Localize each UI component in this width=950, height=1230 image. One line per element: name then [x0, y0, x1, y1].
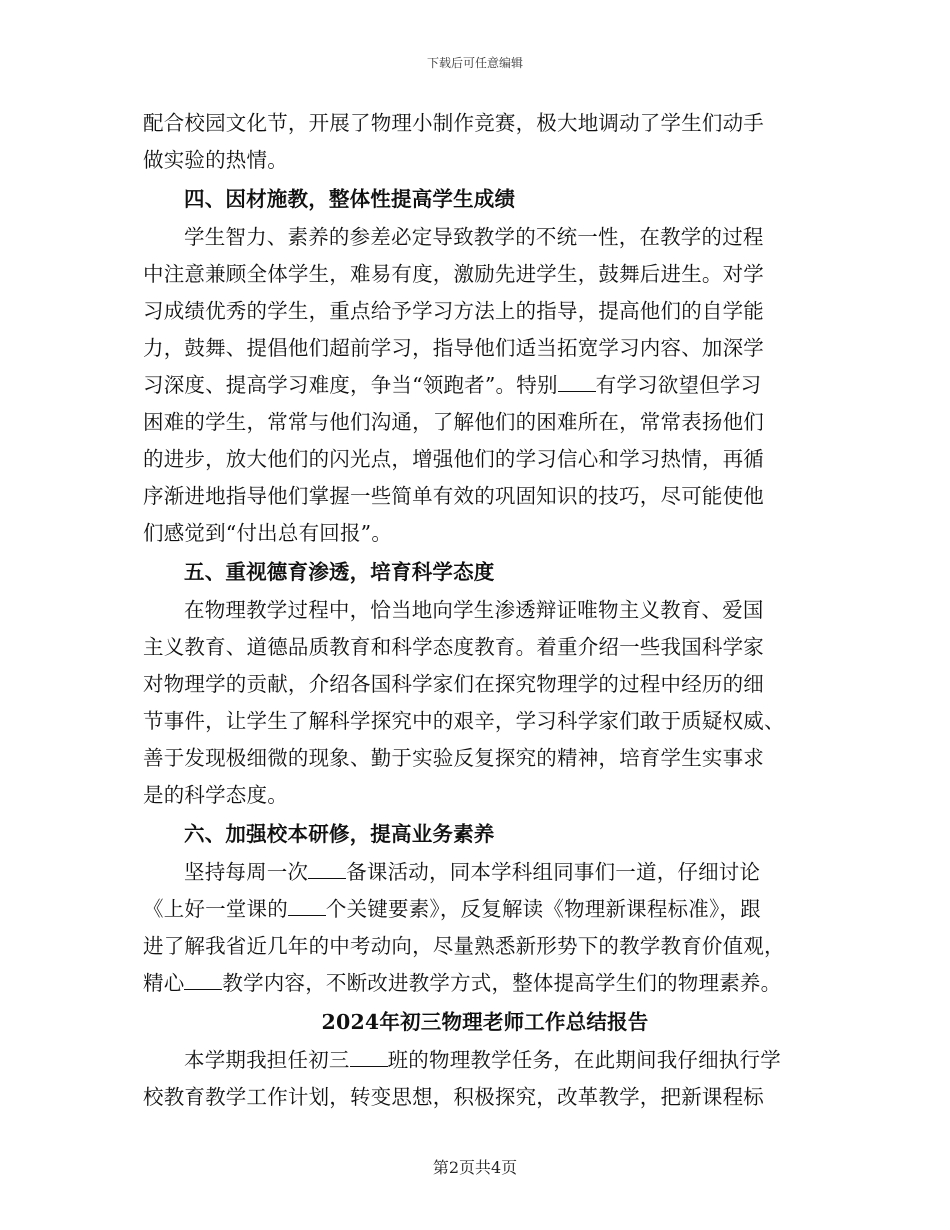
- document-title: 2024年初三物理老师工作总结报告: [321, 1010, 649, 1034]
- paragraph-line: 善于发现极细微的现象、勤于实验反复探究的精神，培育学生实事求: [143, 746, 764, 770]
- paragraph-line: 习成绩优秀的学生，重点给予学习方法上的指导，提高他们的自学能: [143, 299, 764, 323]
- document-body: [143, 105, 813, 1116]
- text-segment: 坚持每周一次: [184, 860, 309, 884]
- text-segment: 《上好一堂课的: [143, 897, 288, 921]
- text-segment: 教学内容，不断改进教学方式，整体提高学生们的物理素养。: [222, 971, 782, 995]
- paragraph-line: 节事件，让学生了解科学探究中的艰辛，学习科学家们敢于质疑权威、: [143, 709, 785, 733]
- text-segment: 个关键要素》，反复解读《物理新课程标准》，跟: [325, 897, 761, 921]
- fill-blank: [308, 860, 346, 879]
- page-number: 第2页共4页: [432, 1158, 518, 1177]
- section-heading-6: 六、加强校本研修，提高业务素养: [184, 822, 495, 846]
- header-note: 下载后可任意编辑: [426, 56, 523, 70]
- paragraph-line: 进了解我省近几年的中考动向，尽量熟悉新形势下的教学教育价值观，: [143, 934, 785, 958]
- paragraph-line: 在物理教学过程中，恰当地向学生渗透辩证唯物主义教育、爱国: [184, 598, 764, 622]
- paragraph-line: 做实验的热情。: [143, 148, 288, 172]
- fill-blank: [350, 1048, 388, 1067]
- fill-blank: [558, 373, 596, 392]
- paragraph-line: 主义教育、道德品质教育和科学态度教育。着重介绍一些我国科学家: [143, 635, 764, 659]
- paragraph-line: [143, 854, 813, 891]
- paragraph-line: [143, 1042, 813, 1079]
- paragraph-line: 校教育教学工作计划，转变思想，积极探究，改革教学，把新课程标: [143, 1085, 764, 1109]
- paragraph-line: 力，鼓舞、提倡他们超前学习，指导他们适当拓宽学习内容、加深学: [143, 336, 764, 360]
- text-segment: 班的物理教学任务，在此期间我仔细执行学: [387, 1048, 781, 1072]
- paragraph-line: 是的科学态度。: [143, 783, 288, 807]
- section-heading-4: 四、因材施教，整体性提高学生成绩: [184, 187, 516, 211]
- paragraph-line: 学生智力、素养的参差必定导致教学的不统一性，在教学的过程: [184, 225, 764, 249]
- paragraph-line: 对物理学的贡献，介绍各国科学家们在探究物理学的过程中经历的细: [143, 672, 764, 696]
- paragraph-line: 配合校园文化节，开展了物理小制作竞赛，极大地调动了学生们动手: [143, 111, 764, 135]
- paragraph-line: 们感觉到“付出总有回报”。: [143, 521, 393, 545]
- text-segment: 习深度、提高学习难度，争当“领跑者”。特别: [143, 373, 558, 397]
- text-segment: 备课活动，同本学科组同事们一道，仔细讨论: [346, 860, 761, 884]
- text-segment: 精心: [143, 971, 185, 995]
- text-segment: 有学习欲望但学习: [595, 373, 762, 397]
- paragraph-line: 的进步，放大他们的闪光点，增强他们的学习信心和学习热情，再循: [143, 447, 764, 471]
- paragraph-line: [143, 367, 813, 404]
- paragraph-line: [143, 965, 813, 1002]
- fill-blank: [288, 897, 326, 916]
- section-heading-5: 五、重视德育渗透，培育科学态度: [184, 560, 495, 584]
- fill-blank: [184, 971, 222, 990]
- paragraph-line: 中注意兼顾全体学生，难易有度，激励先进学生，鼓舞后进生。对学: [143, 262, 764, 286]
- paragraph-line: 困难的学生，常常与他们沟通，了解他们的困难所在，常常表扬他们: [143, 410, 764, 434]
- paragraph-line: 序渐进地指导他们掌握一些简单有效的巩固知识的技巧，尽可能使他: [143, 484, 764, 508]
- text-segment: 本学期我担任初三: [184, 1048, 350, 1072]
- paragraph-line: [143, 891, 813, 928]
